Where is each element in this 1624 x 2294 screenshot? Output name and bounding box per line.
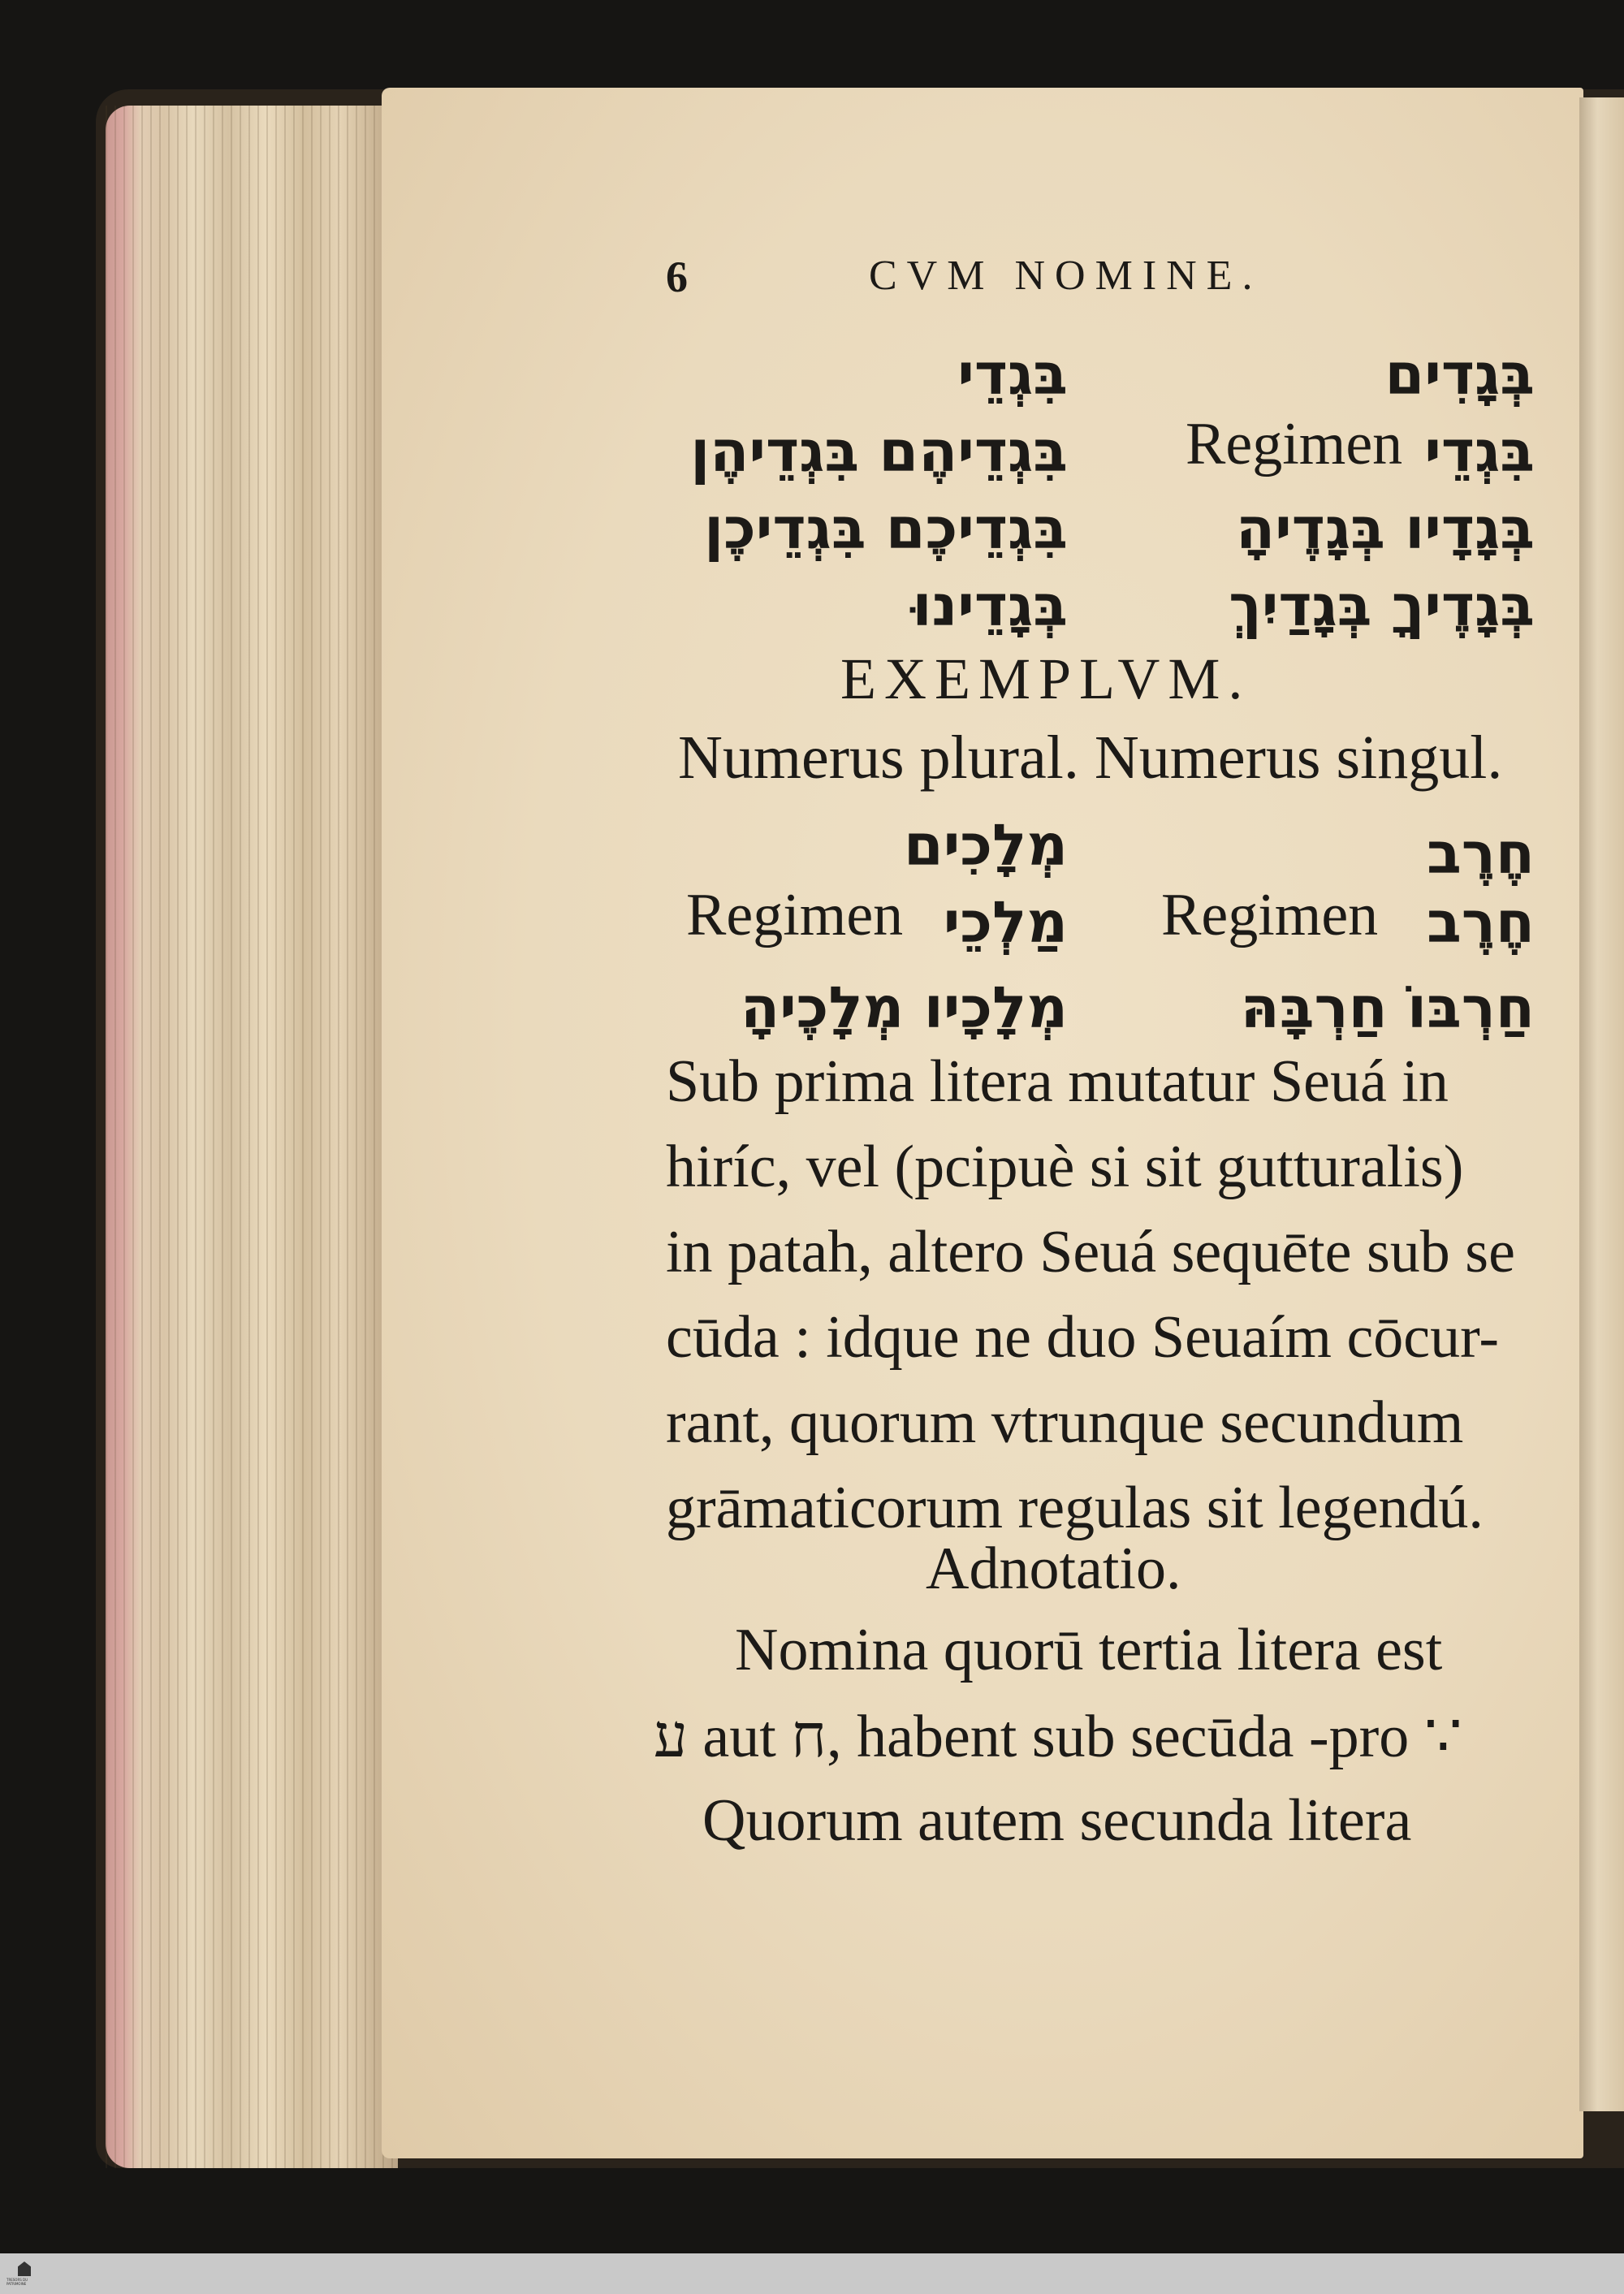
paragraph-line: rant, quorum vtrunque secundum	[666, 1389, 1464, 1456]
adnotatio-line: Nomina quorū tertia litera est	[735, 1617, 1443, 1683]
running-head: CVM NOMINE.	[869, 253, 1263, 299]
page-fore-edge	[106, 106, 398, 2168]
facing-page-edge	[1579, 97, 1624, 2111]
regimen-label: Regimen	[686, 882, 904, 948]
viewer-footer	[0, 2253, 1624, 2294]
numerus-line: Numerus plural. Numerus singul.	[678, 724, 1503, 792]
library-logo-text: TRESORS DU PATRIMOINE	[6, 2278, 28, 2286]
hebrew-word: בְּגָדָיו בְּגָדֶיהָ	[1236, 495, 1535, 562]
adnotatio-heading: Adnotatio.	[926, 1536, 1181, 1602]
hebrew-word: בִּגְדֵי	[1424, 418, 1535, 485]
hebrew-word: חַרְבּוֹ חַרְבָּהּ	[1240, 974, 1535, 1041]
hebrew-word: חֶרֶב	[1427, 889, 1535, 956]
hebrew-word: מְלָכִים	[903, 812, 1068, 879]
regimen-label: Regimen	[1186, 411, 1403, 477]
paragraph-line: cūda : idque ne duo Seuaím cōcur-	[666, 1304, 1499, 1371]
hebrew-word: מַלְכֵי	[943, 889, 1068, 956]
hebrew-word: בְּגָדֶיךָ בְּגָדַיִךְ	[1229, 572, 1535, 639]
regimen-label: Regimen	[1161, 882, 1379, 948]
hebrew-word: בְּגָדִים	[1384, 341, 1535, 408]
adnotatio-line: ע aut ח, habent sub secūda -pro ∵	[654, 1704, 1462, 1770]
hebrew-word: מְלָכָיו מְלָכֶיהָ	[740, 974, 1068, 1041]
adnotatio-line: Quorum autem secunda litera	[702, 1787, 1412, 1854]
hebrew-word: בִּגְדֵי	[957, 341, 1068, 408]
hebrew-word: חֶרֶב	[1427, 820, 1535, 887]
hebrew-word: בִּגְדֵיכֶם בִּגְדֵיכֶן	[704, 495, 1068, 562]
library-logo	[6, 2256, 42, 2292]
section-heading: EXEMPLVM.	[840, 646, 1251, 711]
library-logo-icon	[18, 2262, 31, 2276]
paragraph-line: hiríc, vel (pcipuè si sit gutturalis)	[666, 1134, 1464, 1200]
paragraph-line: grāmaticorum regulas sit legendú.	[666, 1475, 1484, 1541]
paragraph-line: Sub prima litera mutatur Seuá in	[666, 1048, 1449, 1115]
hebrew-word: בְּגָדֵינוּ	[912, 572, 1068, 639]
hebrew-word: בִּגְדֵיהֶם בִּגְדֵיהֶן	[690, 418, 1068, 485]
page-number: 6	[666, 253, 688, 301]
paragraph-line: in patah, altero Seuá sequēte sub se	[666, 1219, 1515, 1285]
